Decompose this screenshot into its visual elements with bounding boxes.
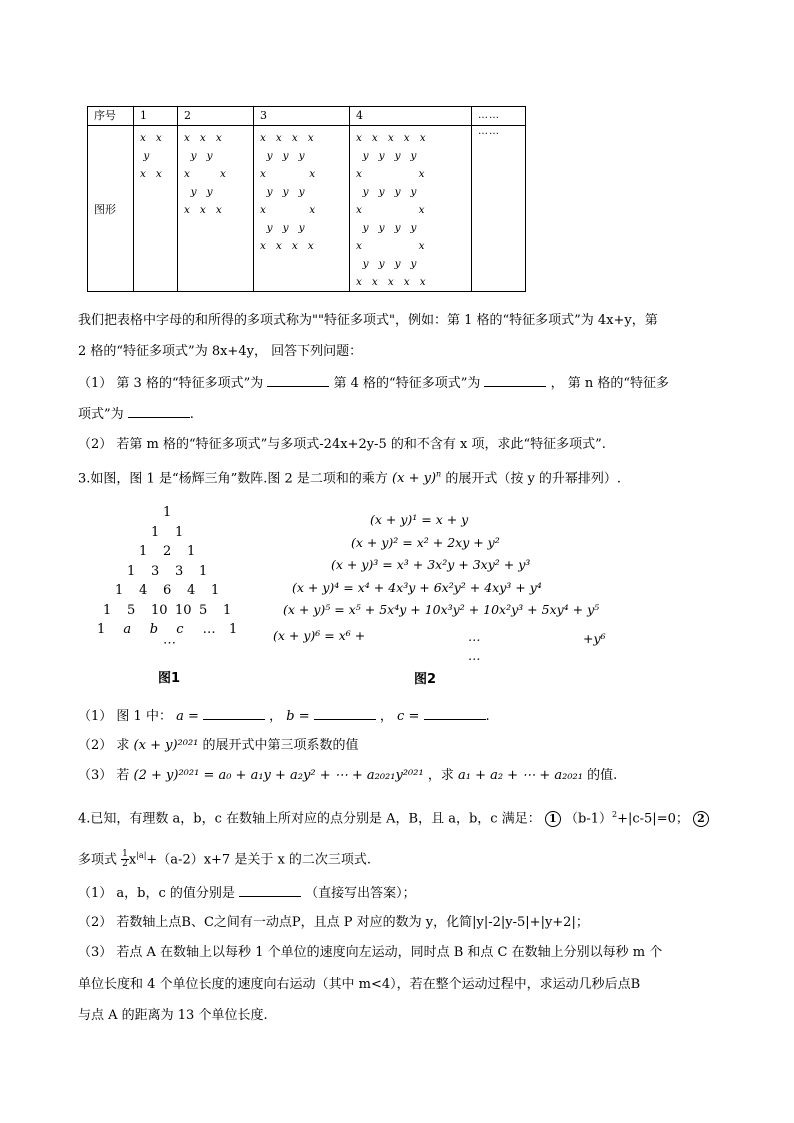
superscript: 2 [612, 810, 618, 819]
triangle-entry: 1 [211, 583, 220, 598]
pattern-row: x x x x x [356, 276, 426, 288]
pattern-row: x x x [184, 132, 222, 144]
triangle-entry: 1 [229, 622, 238, 637]
triangle-entry: 1 [103, 602, 112, 618]
q-text: . [189, 407, 194, 422]
q-text: （1） 第 3 格的“特征多项式”为 [78, 376, 264, 391]
pattern-cell [254, 126, 350, 292]
pattern-row: x x x x [260, 132, 314, 144]
answer-blank-a[interactable] [203, 706, 265, 720]
q-text: 项式”为 [78, 407, 124, 422]
answer-blank-c[interactable] [424, 706, 486, 720]
pattern-row: x x [260, 204, 316, 216]
q-text: 的展开式（按 y 的升幂排列）. [445, 471, 622, 487]
binom-exp: n [436, 470, 442, 479]
pattern-row: x x [184, 168, 226, 180]
q4-part-3-line-2: 单位长度和 4 个单位长度的速度向右运动（其中 m<4），若在整个运动过程中，求运动几秒后点B [78, 977, 641, 992]
expansion-line: (x + y)⁶ = x⁶ + [273, 628, 366, 643]
pattern-cell [178, 126, 254, 292]
q4-line-1 [78, 805, 709, 829]
triangle-ellipsis: ⋯ [163, 635, 176, 651]
math-binom [392, 471, 441, 486]
question-part-2: （2） 若第 m 格的“特征多项式”与多项式-24x+2y-5 的和不含有 x 项，求此“特征多项式”. [78, 437, 606, 452]
pattern-row: x x x x [260, 240, 314, 252]
q4-part-3-line-1: （3） 若点 A 在数轴上以每秒 1 个单位的速度向左运动，同时点 B 和点 C 在数轴上分别以每秒 m 个 [78, 945, 663, 960]
triangle-entry: 1 [175, 524, 184, 540]
expansion-line: +y⁶ [583, 631, 606, 646]
pattern-row: y y y [260, 222, 305, 234]
header-cell: 序号 [88, 107, 134, 126]
pattern-row: y y [184, 150, 213, 162]
math-expr: a₁ + a₂ + ⋯ + a₂₀₂₁ [457, 768, 583, 783]
pattern-row: x x x x x [356, 132, 426, 144]
header-cell: 1 [134, 107, 178, 126]
pattern-row: y y y [260, 186, 305, 198]
q-text: （3） 若 [78, 768, 130, 783]
triangle-entry: 10 [175, 602, 192, 618]
q-text: （直接写出答案）； [305, 886, 416, 901]
q3-part-2 [78, 736, 359, 756]
fraction-num: 1 [122, 849, 128, 860]
fraction-den: 2 [122, 859, 128, 870]
q-text: ，求 [427, 768, 454, 783]
triangle-entry: 5 [127, 602, 136, 618]
pattern-row: y y y y [356, 150, 417, 162]
pattern-row: y [140, 150, 150, 162]
intro-line-1: 我们把表格中字母的和所得的多项式称为""特征多项式"，例如：第 1 格的“特征多项式”为 4x+y，第 [78, 313, 658, 328]
pattern-grid [140, 129, 171, 183]
pattern-row: x x [356, 240, 425, 252]
triangle-entry: 1 [115, 583, 124, 598]
pattern-row: x x [140, 132, 162, 144]
pattern-grid [184, 129, 247, 219]
q-text: （b-1） [565, 811, 612, 827]
pattern-row: y y [184, 186, 213, 198]
triangle-entry: 6 [163, 583, 172, 598]
triangle-entry: 4 [139, 583, 148, 598]
q-text: （2） 求 [78, 738, 130, 753]
triangle-entry: 1 [151, 524, 160, 540]
triangle-entry: 4 [187, 583, 196, 598]
pattern-row: x x x [184, 204, 222, 216]
label-a: a = [176, 709, 199, 724]
triangle-entry: 1 [139, 544, 148, 559]
q-text: ， 第 n 格的“特征多 [550, 376, 670, 391]
question-part-1 [78, 373, 669, 394]
q-text: （1） a，b，c 的值分别是 [78, 886, 235, 901]
math-expr: (2 + y)²⁰²¹ = a₀ + a₁y + a₂y² + ⋯ + a₂₀₂₁y²⁰²¹ [133, 768, 424, 783]
header-cell: …… [472, 107, 526, 126]
triangle-entry: 1 [199, 563, 208, 579]
row-label: 图形 [88, 126, 134, 292]
pattern-table [87, 106, 526, 292]
triangle-entry: 5 [199, 602, 208, 618]
pattern-grid [356, 129, 465, 291]
header-cell: 2 [178, 107, 254, 126]
triangle-entry: 1 [163, 505, 172, 520]
triangle-entry: 10 [151, 602, 168, 618]
expansion-ellipsis: … [468, 629, 481, 644]
header-cell: 3 [254, 107, 350, 126]
yang-hui-triangle [78, 505, 268, 655]
circled-number: 1 [545, 811, 561, 827]
q-text: （1） 图 1 中： [78, 709, 172, 724]
q-text: x [128, 852, 137, 868]
expansion-line: (x + y)³ = x³ + 3x²y + 3xy² + y³ [331, 557, 531, 572]
q4-part-1 [78, 883, 416, 904]
pattern-row: y y y y [356, 186, 417, 198]
triangle-entry: 1 [97, 622, 106, 637]
triangle-entry: b [149, 622, 159, 637]
triangle-entry: 3 [175, 563, 184, 579]
pattern-row: y y y y [356, 258, 417, 270]
pattern-grid [260, 129, 343, 255]
expansion-line: (x + y)⁴ = x⁴ + 4x³y + 6x²y² + 4xy³ + y⁴ [292, 580, 542, 595]
intro-line-2: 2 格的“特征多项式”为 8x+4y， 回答下列问题： [78, 344, 363, 359]
pattern-row: x x [356, 204, 425, 216]
q-text: 3.如图，图 1 是“杨辉三角”数阵.图 2 是二项和的乘方 [78, 471, 388, 487]
pattern-cell-more: …… [472, 126, 526, 292]
answer-blank-b[interactable] [314, 706, 376, 720]
q3-heading [78, 465, 621, 489]
figure-2-caption: 图2 [414, 672, 437, 687]
figure-1-caption: 图1 [158, 671, 181, 686]
header-cell: 4 [350, 107, 472, 126]
table-body-row [88, 126, 526, 292]
math-expr: (x + y)²⁰²¹ [133, 738, 199, 753]
triangle-entry: 3 [151, 563, 160, 579]
expansion-ellipsis: … [468, 648, 481, 663]
triangle-entry: … [202, 622, 216, 637]
binom: (x + y) [392, 471, 437, 487]
q-text: +|c-5|=0； [617, 811, 689, 827]
answer-blank[interactable] [267, 373, 329, 387]
answer-blank[interactable] [484, 373, 546, 387]
triangle-entry: c [176, 622, 184, 637]
q4-part-3-line-3: 与点 A 的距离为 13 个单位长度. [78, 1008, 268, 1023]
expansion-line: (x + y)⁵ = x⁵ + 5x⁴y + 10x³y² + 10x²y³ + 5xy⁴ + y⁵ [283, 602, 600, 617]
pattern-cell [350, 126, 472, 292]
question-part-1-cont [78, 404, 194, 425]
answer-blank[interactable] [239, 883, 301, 897]
expansion-line: (x + y)² = x² + 2xy + y² [351, 535, 500, 550]
q-text: 的值. [587, 768, 618, 783]
triangle-entry: 1 [127, 563, 136, 579]
label-b: b = [286, 709, 310, 724]
pattern-cell [134, 126, 178, 292]
q-text: 第 4 格的“特征多项式”为 [333, 376, 481, 391]
q-text: +（a-2）x+7 是关于 x 的二次三项式. [146, 852, 372, 868]
q3-part-1: （1） 图 1 中： a = ， b = ， c = . [78, 706, 490, 727]
q-text: 的展开式中第三项系数的值 [202, 738, 359, 753]
pattern-row: x x [260, 168, 316, 180]
triangle-entry: 1 [223, 602, 232, 618]
triangle-entry: 1 [187, 544, 196, 559]
q-text: 多项式 [78, 852, 118, 868]
fraction [121, 850, 129, 869]
q4-line-2 [78, 846, 371, 870]
label-c: c = [397, 709, 420, 724]
q3-part-3 [78, 766, 617, 786]
expansion-line: (x + y)¹ = x + y [370, 512, 469, 527]
q-text: 4.已知，有理数 a，b，c 在数轴上所对应的点分别是 A，B，且 a，b，c 满足： [78, 811, 541, 827]
triangle-entry: a [123, 622, 132, 637]
pattern-row: x x [140, 168, 162, 180]
answer-blank[interactable] [128, 404, 190, 418]
superscript: |a| [136, 851, 147, 860]
q4-part-2: （2） 若数轴上点B、C之间有一动点P，且点 P 对应的数为 y，化简|y|-2|y-5|+|y+2|； [78, 915, 589, 930]
pattern-row: y y y y [356, 222, 417, 234]
pattern-row: y y y [260, 150, 305, 162]
circled-number: 2 [693, 811, 709, 827]
triangle-entry: 2 [163, 544, 172, 559]
pattern-row: x x [356, 168, 425, 180]
table-header-row [88, 107, 526, 126]
